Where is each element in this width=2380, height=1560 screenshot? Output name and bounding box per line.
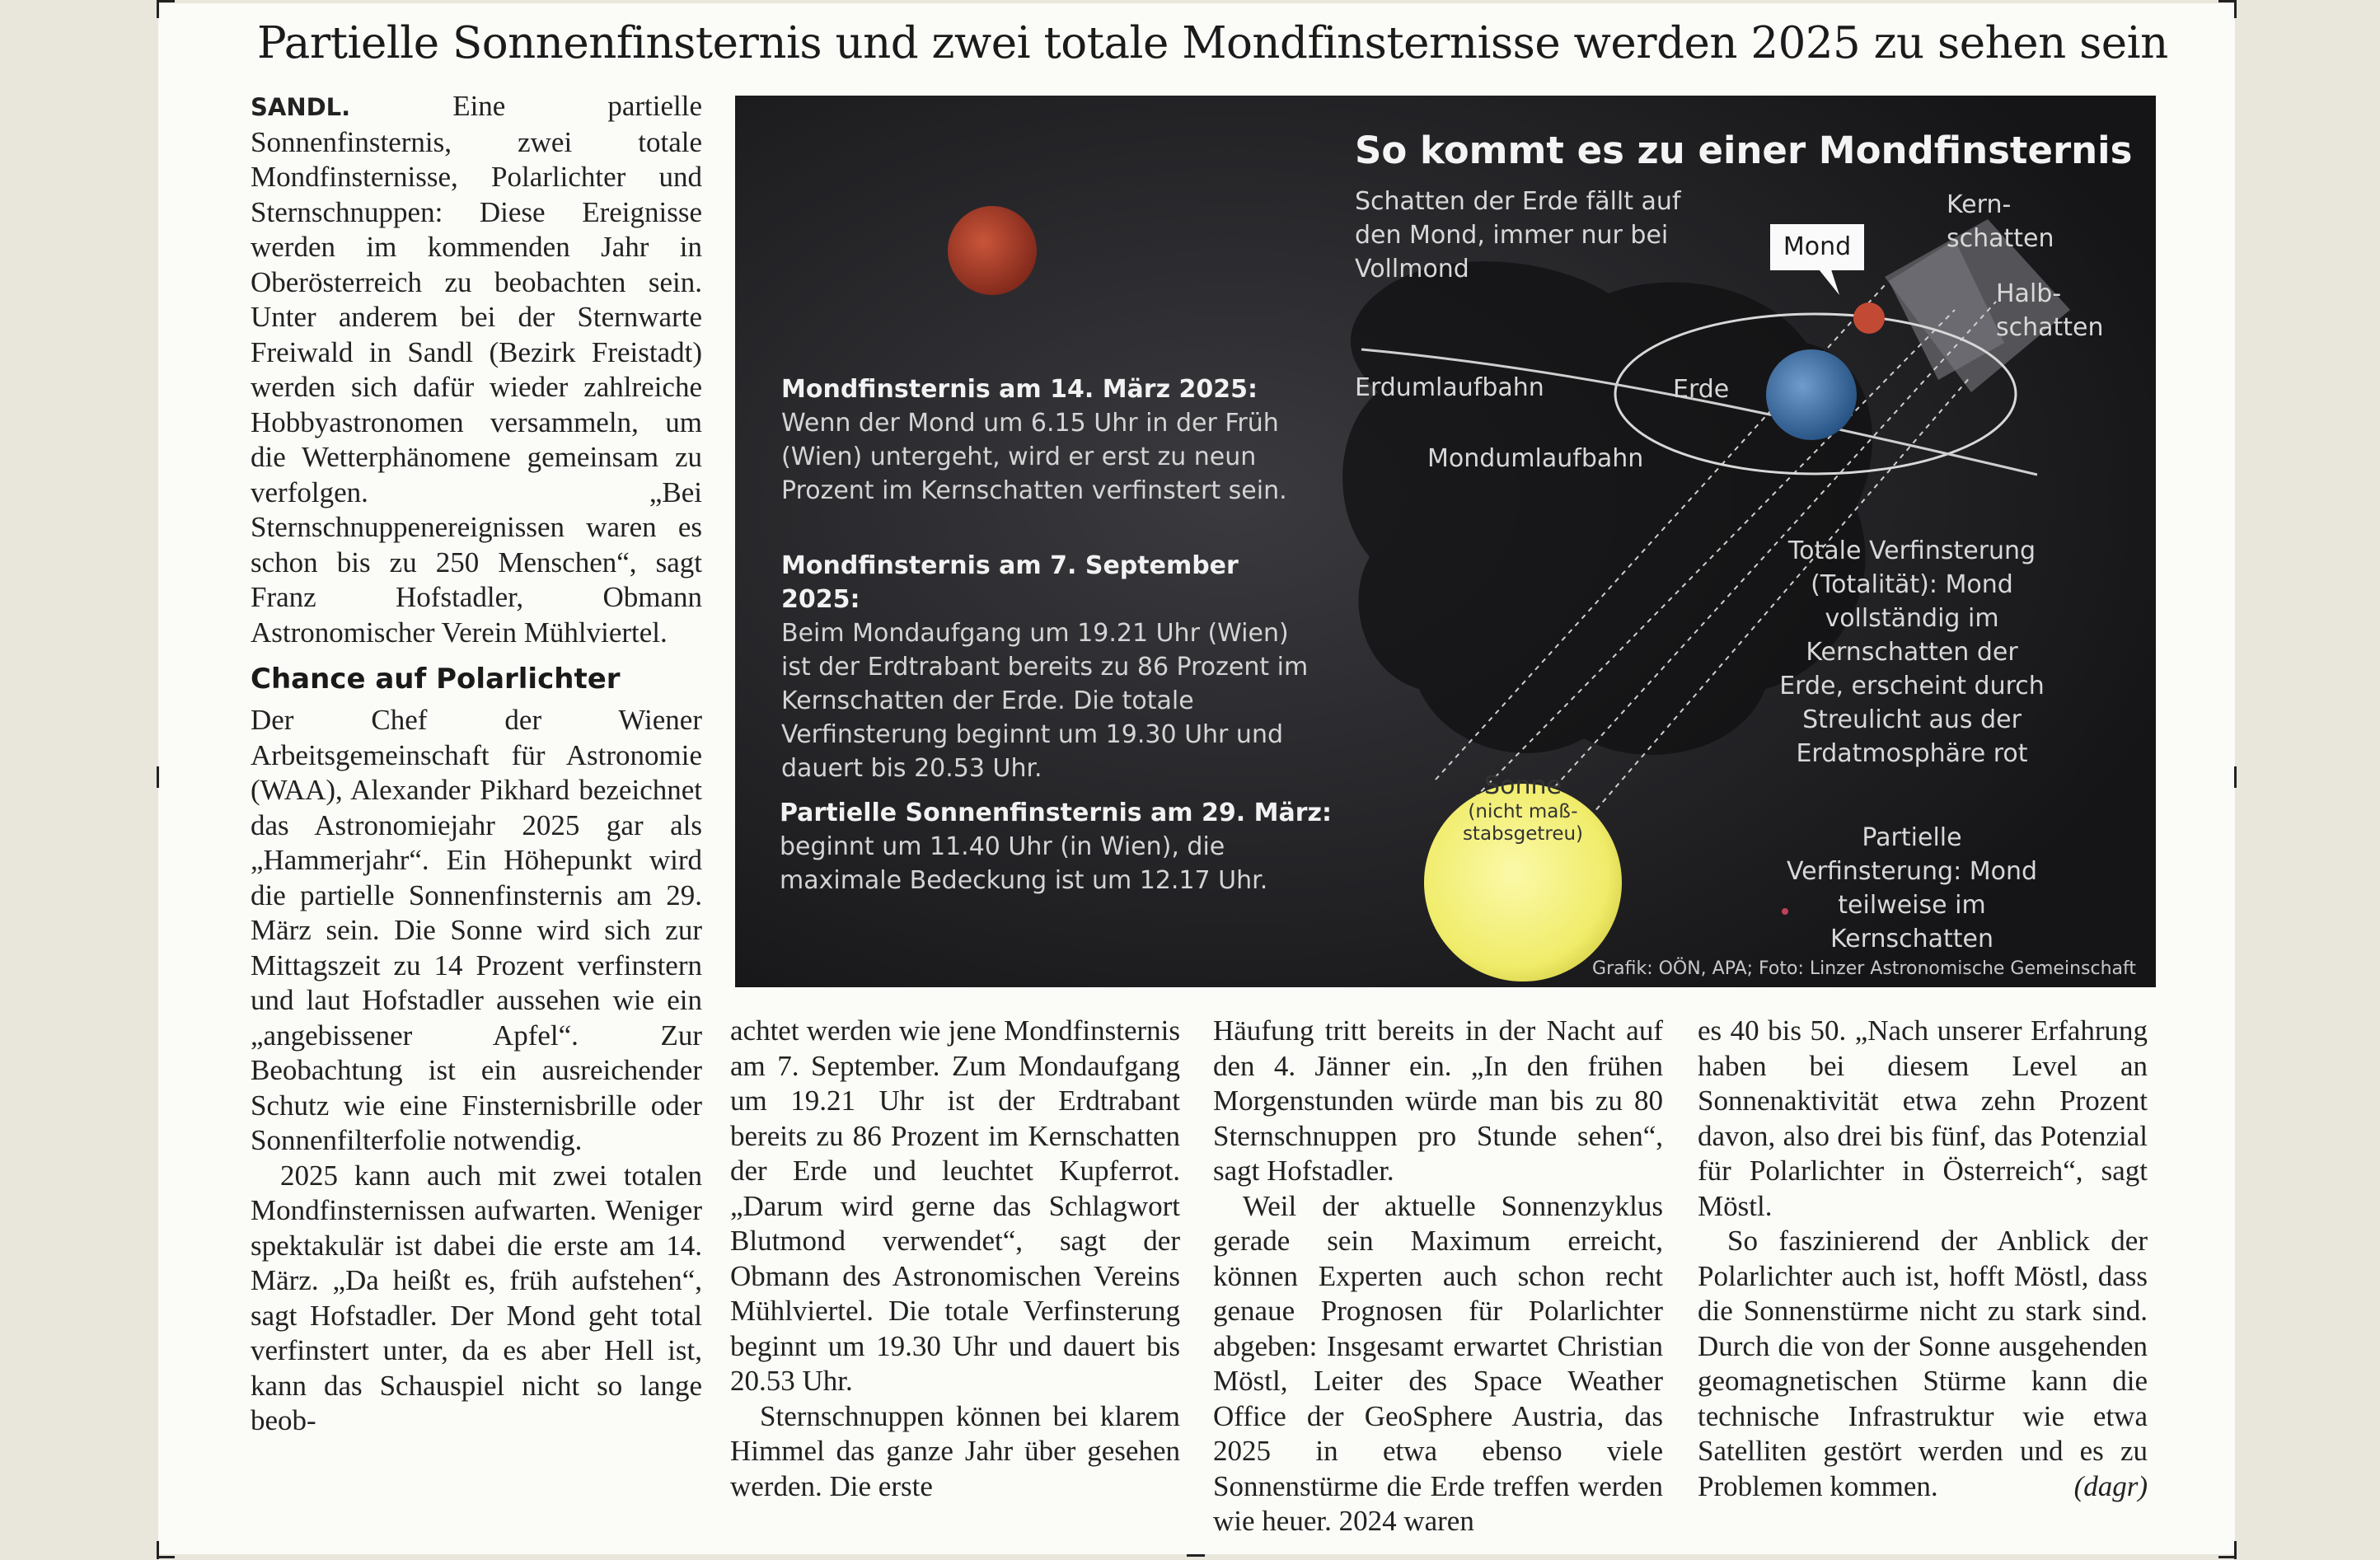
crop-mark-top-right bbox=[2234, 0, 2237, 18]
lead-text: Eine partielle Sonnenfinsternis, zwei totale Mondfinsternisse, Polarlichter und Sternschnuppen: Diese Ereignisse werden im kommenden Jahr in Oberösterreich zu beobachten sein. Unter anderem bei der Sternwarte Freiwald in Sandl (Bezirk Freistadt) werden sich dafür wieder zahlreiche Hobbyastronomen versammeln, um die Wetterphänomene gemeinsam zu verfolgen. „Bei Sternschnuppenereignissen waren es schon bis zu 250 Menschen“, sagt Franz Hofstadler, Obmann Astronomischer Verein Mühlviertel. bbox=[251, 90, 702, 649]
crop-mark-mid-left bbox=[157, 766, 159, 788]
subheading-polarlichter: Chance auf Polarlichter bbox=[251, 663, 621, 696]
lead-paragraph bbox=[251, 89, 702, 650]
event-text: Beim Mondaufgang um 19.21 Uhr (Wien) ist der Erdtrabant bereits zu 86 Prozent im Kernschatten der Erde. Die totale Verfinsterung beginnt um 19.30 Uhr und dauert bis 20.53 Uhr. bbox=[781, 619, 1309, 783]
sun-name: Sonne bbox=[1484, 771, 1562, 800]
article-column-1 bbox=[251, 89, 702, 1439]
headline: Partielle Sonnenfinsternis und zwei totale Mondfinsternisse werden 2025 zu sehen sein bbox=[257, 18, 2168, 68]
dateline: SANDL. bbox=[251, 93, 351, 121]
author-signature: (dagr) bbox=[2073, 1469, 2148, 1502]
label-halbschatten: Halb- schatten bbox=[1996, 279, 2104, 342]
crop-mark-mid-right bbox=[2234, 766, 2237, 788]
graphic-credit: Grafik: OÖN, APA; Foto: Linzer Astronomische Gemeinschaft bbox=[1592, 958, 2136, 979]
event-text: Wenn der Mond um 6.15 Uhr in der Früh (Wien) untergeht, wird er erst zu neun Prozent im Kernschatten verfinstert sein. bbox=[781, 409, 1287, 505]
sun-scale-note: (nicht maß- stabsgetreu) bbox=[1462, 801, 1584, 845]
label-erde: Erde bbox=[1673, 375, 1730, 404]
event-title: Partielle Sonnenfinsternis am 29. März: bbox=[780, 799, 1332, 827]
total-eclipse-note: Totale Verfinsterung (Totalität): Mond vollständig im Kernschatten der Erde, erscheint durch Streulicht aus der Erdatmosphäre rot bbox=[1779, 536, 2045, 768]
graphic-title: So kommt es zu einer Mondfinsternis bbox=[1355, 129, 2133, 172]
paragraph: Sternschnuppen können bei klarem Himmel das ganze Jahr über gesehen werden. Die erste bbox=[730, 1399, 1180, 1502]
crop-mark-bottom-mid bbox=[1187, 1554, 1205, 1557]
paragraph: Häufung tritt bereits in der Nacht auf den 4. Jänner ein. „In den frühen Morgenstunden würde man bis zu 80 Sternschnuppen pro Stunde sehen“, sagt Hofstadler. bbox=[1213, 1014, 1663, 1187]
event-title: Mondfinsternis am 7. September 2025: bbox=[781, 551, 1239, 614]
article-column-3 bbox=[1213, 1014, 1663, 1539]
label-mond: Mond bbox=[1770, 224, 1864, 270]
label-mondumlaufbahn: Mondumlaufbahn bbox=[1427, 444, 1644, 473]
crop-mark-top-right-h bbox=[2218, 0, 2237, 2]
sun-label bbox=[1424, 771, 1622, 846]
eclipse-infographic bbox=[735, 96, 2156, 987]
partial-eclipse-note: Partielle Verfinsterung: Mond teilweise im Kernschatten bbox=[1786, 823, 2038, 953]
event-solar-eclipse-march bbox=[780, 796, 1340, 897]
photo-moon bbox=[948, 206, 1037, 295]
event-lunar-eclipse-september bbox=[781, 549, 1325, 785]
moon-in-shadow bbox=[1853, 302, 1885, 334]
crop-mark-bottom-left-h bbox=[157, 1556, 175, 1558]
paragraph: Weil der aktuelle Sonnenzyklus gerade sein Maximum erreicht, können Experten auch schon recht genaue Prognosen für Polarlichter abgeben: Insgesamt erwartet Christian Möstl, Leiter des Space Weather Office der GeoSphere Austria, das 2025 in etwa ebenso viele Sonnenstürme die Erde treffen werden wie heuer. 2024 waren bbox=[1213, 1189, 1663, 1537]
crop-mark-top-left bbox=[157, 0, 159, 18]
article-column-2 bbox=[730, 1014, 1180, 1504]
paragraph: achtet werden wie jene Mondfinsternis am 7. September. Zum Mondaufgang um 19.21 Uhr ist der Erdtrabant bereits zu 86 Prozent im Kernschatten der Erde und leuchtet Kupferrot. „Darum wird gerne das Schlagwort Blutmond verwendet“, sagt der Obmann des Astronomischen Vereins Mühlviertel. Die totale Verfinsterung beginnt um 19.30 Uhr und dauert bis 20.53 Uhr. bbox=[730, 1014, 1180, 1397]
paragraph: es 40 bis 50. „Nach unserer Erfahrung haben bei diesem Level an Sonnenaktivität etwa zehn Prozent davon, also drei bis fünf, das Potenzial für Polarlichter in Österreich“, sagt Möstl. bbox=[1698, 1014, 2148, 1222]
article-column-4 bbox=[1698, 1014, 2148, 1504]
paragraph: Der Chef der Wiener Arbeitsgemeinschaft für Astronomie (WAA), Alexander Pikhard bezeichnet das Astronomiejahr 2025 gar als „Hammerjahr“. Ein Höhepunkt wird die partielle Sonnenfinsternis am 29. März sein. Die Sonne wird sich zur Mittagszeit zu 14 Prozent verfinstern und laut Hofstadler aussehen wie ein „angebissener Apfel“. Zur Beobachtung ist ein ausreichender Schutz wie eine Finsternisbrille oder Sonnenfilterfolie notwendig. bbox=[251, 704, 702, 1156]
shadow-note: Schatten der Erde fällt auf den Mond, immer nur bei Vollmond bbox=[1355, 187, 1681, 283]
paragraph-text: So faszinierend der Anblick der Polarlichter auch ist, hofft Möstl, dass die Sonnenstürme nicht zu stark sind. Durch die von der Sonne ausgehenden geomagnetischen Stürme kann die technische Infrastruktur wie etwa Satelliten gestört werden und es zu Problemen kommen. bbox=[1698, 1225, 2148, 1502]
label-kernschatten: Kern- schatten bbox=[1947, 190, 2054, 253]
paragraph bbox=[1698, 1224, 2148, 1504]
event-title: Mondfinsternis am 14. März 2025: bbox=[781, 375, 1258, 404]
label-erdumlaufbahn: Erdumlaufbahn bbox=[1355, 373, 1544, 402]
event-text: beginnt um 11.40 Uhr (in Wien), die maximale Bedeckung ist um 12.17 Uhr. bbox=[780, 832, 1268, 895]
event-lunar-eclipse-march bbox=[781, 372, 1325, 508]
paragraph: 2025 kann auch mit zwei totalen Mondfinsternissen aufwarten. Weniger spektakulär ist dabei die erste am 14. März. „Da heißt es, früh aufstehen“, sagt Hofstadler. Der Mond geht total verfinstert unter, da es aber Hell ist, kann das Schauspiel nicht so lange beob- bbox=[251, 1159, 702, 1436]
crop-mark-top-left-h bbox=[157, 0, 175, 2]
earth bbox=[1766, 349, 1857, 440]
crop-mark-bottom-right-h bbox=[2218, 1556, 2237, 1558]
